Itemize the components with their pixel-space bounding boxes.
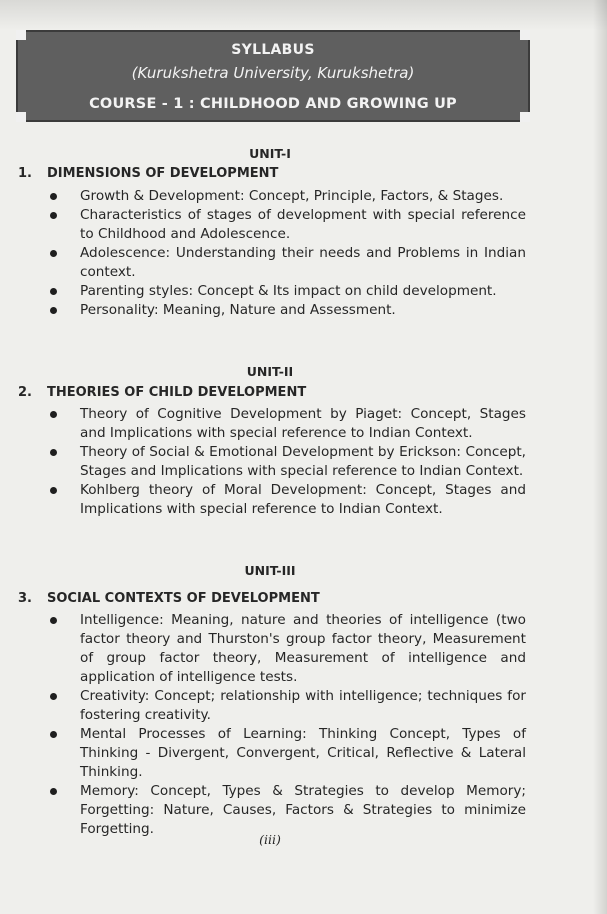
section-heading (18, 166, 278, 181)
list-item-text: Personality: Meaning, Nature and Assessment. (80, 302, 396, 318)
bullet-icon (50, 307, 57, 314)
syllabus-title: SYLLABUS (231, 42, 315, 58)
bullet-icon (50, 617, 57, 624)
unit-heading: UNIT-II (246, 364, 294, 379)
page-top-shadow (0, 0, 607, 30)
section-title: SOCIAL CONTEXTS OF DEVELOPMENT (47, 591, 320, 606)
list-item-text: Mental Processes of Learning: Thinking Concept, Types of Thinking - Divergent, Convergent, Critical, Reflective & Lateral Thinking. (80, 726, 526, 780)
list-item (0, 443, 526, 481)
section-number: 3. (18, 591, 32, 606)
list-item-text: Parenting styles: Concept & Its impact on child development. (80, 283, 497, 299)
bullet-icon (50, 449, 57, 456)
list-item (0, 206, 526, 244)
bullet-icon (50, 731, 57, 738)
section-heading (18, 591, 320, 606)
bullet-icon (50, 193, 57, 200)
list-item (0, 282, 526, 301)
list-item (0, 611, 526, 687)
page-number: (iii) (259, 832, 281, 847)
section-title: THEORIES OF CHILD DEVELOPMENT (47, 385, 307, 400)
list-item-text: Characteristics of stages of development with special reference to Childhood and Adolescence. (80, 207, 526, 242)
bullet-icon (50, 693, 57, 700)
syllabus-banner (16, 30, 530, 122)
banner-corner (16, 112, 26, 122)
page-binding-shadow (593, 0, 607, 914)
bullet-icon (50, 411, 57, 418)
list-item-text: Memory: Concept, Types & Strategies to develop Memory; Forgetting: Nature, Causes, Factors & Strategies to minimize Forgetting. (80, 783, 526, 837)
list-item (0, 301, 526, 320)
section-item-list (0, 611, 526, 839)
bullet-icon (50, 487, 57, 494)
section-number: 2. (18, 385, 32, 400)
section-number: 1. (18, 166, 32, 181)
unit-heading: UNIT-III (244, 563, 296, 578)
list-item (0, 481, 526, 519)
bullet-icon (50, 250, 57, 257)
list-item (0, 725, 526, 782)
list-item-text: Creativity: Concept; relationship with intelligence; techniques for fostering creativity. (80, 688, 526, 723)
list-item (0, 782, 526, 839)
bullet-icon (50, 212, 57, 219)
list-item (0, 187, 526, 206)
bullet-icon (50, 788, 57, 795)
bullet-icon (50, 288, 57, 295)
banner-corner (520, 30, 530, 40)
section-item-list (0, 187, 526, 320)
banner-corner (520, 112, 530, 122)
university-name: (Kurukshetra University, Kurukshetra) (131, 64, 415, 82)
banner-corner (16, 30, 26, 40)
list-item-text: Adolescence: Understanding their needs and Problems in Indian context. (80, 245, 526, 280)
list-item-text: Kohlberg theory of Moral Development: Concept, Stages and Implications with special reference to Indian Context. (80, 482, 526, 517)
course-title: COURSE - 1 : CHILDHOOD AND GROWING UP (89, 96, 457, 112)
unit-heading: UNIT-I (249, 146, 291, 161)
list-item (0, 244, 526, 282)
list-item (0, 687, 526, 725)
section-item-list (0, 405, 526, 519)
list-item-text: Growth & Development: Concept, Principle, Factors, & Stages. (80, 188, 504, 204)
section-title: DIMENSIONS OF DEVELOPMENT (47, 166, 279, 181)
list-item (0, 405, 526, 443)
list-item-text: Intelligence: Meaning, nature and theories of intelligence (two factor theory and Thurston's group factor theory, Measurement of group factor theory, Measurement of intelligence and application of intelligence tests. (80, 612, 526, 685)
list-item-text: Theory of Cognitive Development by Piaget: Concept, Stages and Implications with special reference to Indian Context. (80, 406, 526, 441)
list-item-text: Theory of Social & Emotional Development by Erickson: Concept, Stages and Implications with special reference to Indian Context. (80, 444, 526, 479)
section-heading (18, 385, 306, 400)
